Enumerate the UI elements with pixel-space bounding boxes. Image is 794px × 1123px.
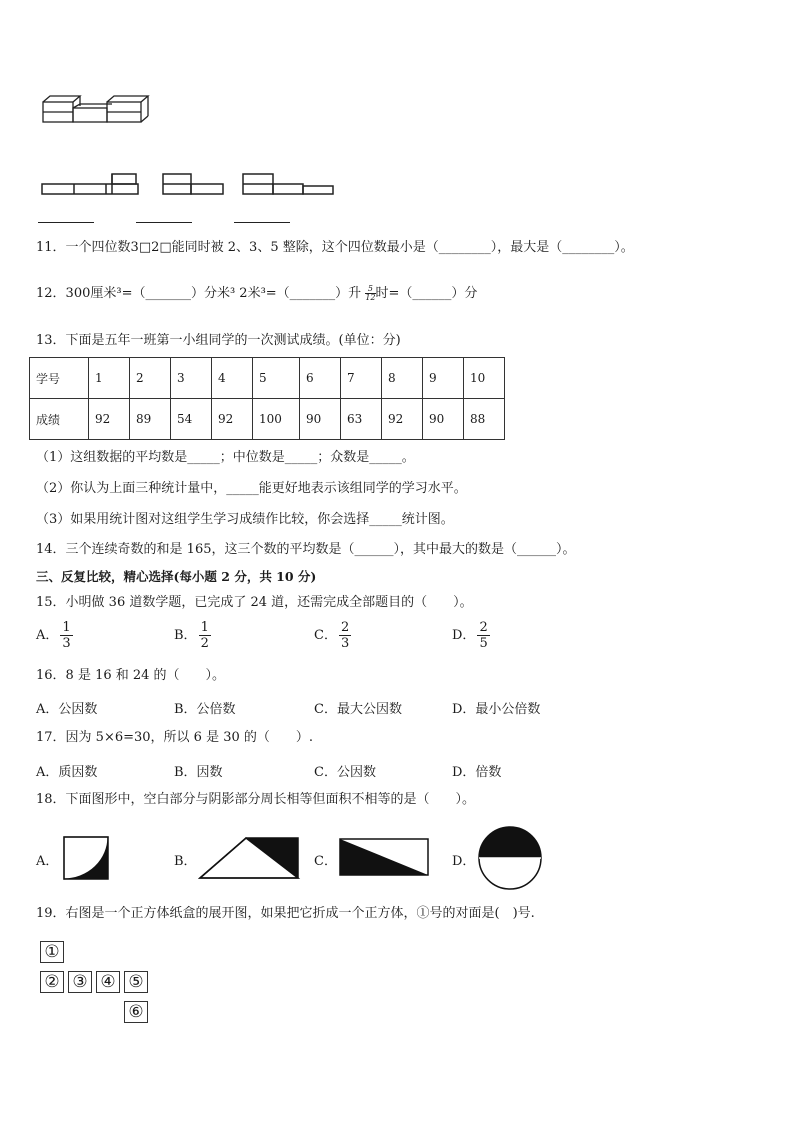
table-cell: 92: [89, 399, 130, 440]
fraction-numerator: 5: [365, 285, 375, 294]
answer-blank-1[interactable]: [38, 222, 94, 223]
question-13-stem: 13．下面是五年一班第一小组同学的一次测试成绩。(单位：分): [36, 333, 401, 348]
answer-blank-3[interactable]: [234, 222, 290, 223]
question-11: 11．一个四位数3□2□能同时被 2、3、5 整除，这个四位数最小是（________），最大是（________）。: [36, 240, 634, 255]
table-cell: 8: [382, 358, 423, 399]
question-16-stem: 16．8 是 16 和 24 的（ ）。: [36, 668, 226, 683]
view-side: [160, 172, 226, 196]
option-fraction: [339, 620, 351, 651]
fraction-denominator: 3: [62, 636, 71, 651]
table-cell: 90: [300, 399, 341, 440]
option-letter: C．: [314, 628, 337, 643]
fraction-numerator: 2: [340, 620, 350, 635]
option-d[interactable]: D．倍数: [452, 765, 502, 780]
option-fraction: [477, 620, 489, 651]
figure-a-quarter-circle: [62, 835, 110, 881]
table-cell: 63: [341, 399, 382, 440]
question-13-sub2: （2）你认为上面三种统计量中，_____能更好地表示该组同学的学习水平。: [36, 481, 467, 496]
fraction-denominator: 3: [340, 636, 350, 651]
question-15-stem: 15．小明做 36 道数学题，已完成了 24 道，还需完成全部题目的（ ）。: [36, 595, 473, 610]
fraction-denominator: 12: [365, 293, 376, 302]
option-b[interactable]: B．因数: [174, 765, 223, 780]
fraction-denominator: 2: [200, 636, 209, 651]
view-top: [240, 172, 336, 196]
table-cell: 92: [382, 399, 423, 440]
score-table: [29, 357, 505, 440]
table-cell: 9: [423, 358, 464, 399]
net-face-2: ②: [40, 971, 64, 993]
table-row-id: [30, 358, 505, 399]
table-header-score: 成绩: [30, 399, 89, 440]
net-face-1: ①: [40, 941, 64, 963]
question-12-part1: 12．300厘米³=（_______）分米³ 2米³=（_______）升: [36, 286, 362, 301]
option-b[interactable]: B．公倍数: [174, 702, 236, 717]
question-18-stem: 18．下面图形中，空白部分与阴影部分周长相等但面积不相等的是（ ）。: [36, 792, 476, 807]
option-letter: D．: [452, 628, 476, 643]
question-13-sub1: （1）这组数据的平均数是_____；中位数是_____；众数是_____。: [36, 450, 415, 465]
option-a[interactable]: A．: [36, 854, 59, 869]
option-fraction: [199, 620, 211, 651]
option-c[interactable]: C．公因数: [314, 765, 376, 780]
table-cell: 1: [89, 358, 130, 399]
table-cell: 5: [253, 358, 300, 399]
table-cell: 2: [130, 358, 171, 399]
option-d[interactable]: [452, 620, 492, 651]
figure-b-trapezoid: [198, 836, 302, 880]
table-cell: 10: [464, 358, 505, 399]
question-12-fraction: [365, 285, 375, 302]
option-c[interactable]: [314, 620, 353, 651]
option-b[interactable]: B．: [174, 854, 197, 869]
view-front: [40, 172, 140, 196]
table-row-score: [30, 399, 505, 440]
question-19-stem: 19．右图是一个正方体纸盒的展开图，如果把它折成一个正方体，①号的对面是( )号.: [36, 906, 535, 921]
table-cell: 100: [253, 399, 300, 440]
question-13-sub3: （3）如果用统计图对这组学生学习成绩作比较，你会选择_____统计图。: [36, 512, 454, 527]
table-cell: 7: [341, 358, 382, 399]
fraction-numerator: 1: [200, 620, 209, 635]
table-cell: 88: [464, 399, 505, 440]
table-header-id: 学号: [30, 358, 89, 399]
option-c[interactable]: C．: [314, 854, 337, 869]
table-cell: 4: [212, 358, 253, 399]
table-cell: 90: [423, 399, 464, 440]
question-12-part2: 时=（______）分: [375, 286, 478, 301]
table-cell: 92: [212, 399, 253, 440]
option-a[interactable]: A．公因数: [36, 702, 98, 717]
net-face-5: ⑤: [124, 971, 148, 993]
option-a[interactable]: [36, 620, 75, 651]
figure-c-rectangle: [338, 837, 430, 877]
option-letter: A．: [36, 628, 59, 643]
option-d[interactable]: D．最小公倍数: [452, 702, 541, 717]
question-17-stem: 17．因为 5×6=30，所以 6 是 30 的（ ）.: [36, 730, 314, 745]
table-cell: 6: [300, 358, 341, 399]
option-a[interactable]: A．质因数: [36, 765, 98, 780]
option-letter: B．: [174, 628, 197, 643]
figure-d-circle: [476, 824, 544, 892]
fraction-denominator: 5: [479, 636, 488, 651]
option-c[interactable]: C．最大公因数: [314, 702, 402, 717]
section-3-heading: 三、反复比较，精心选择(每小题 2 分，共 10 分): [36, 569, 317, 584]
fraction-numerator: 2: [479, 620, 488, 635]
net-face-3: ③: [68, 971, 92, 993]
question-12: [36, 285, 477, 302]
net-face-4: ④: [96, 971, 120, 993]
net-face-6: ⑥: [124, 1001, 148, 1023]
option-d[interactable]: D．: [452, 854, 476, 869]
option-fraction: [60, 620, 72, 651]
table-cell: 89: [130, 399, 171, 440]
table-cell: 3: [171, 358, 212, 399]
answer-blank-2[interactable]: [136, 222, 192, 223]
question-14: 14．三个连续奇数的和是 165，这三个数的平均数是（______），其中最大的数是（______）。: [36, 542, 576, 557]
table-cell: 54: [171, 399, 212, 440]
option-b[interactable]: [174, 620, 213, 651]
fraction-numerator: 1: [62, 620, 71, 635]
cube-stack-figure: [40, 94, 160, 126]
